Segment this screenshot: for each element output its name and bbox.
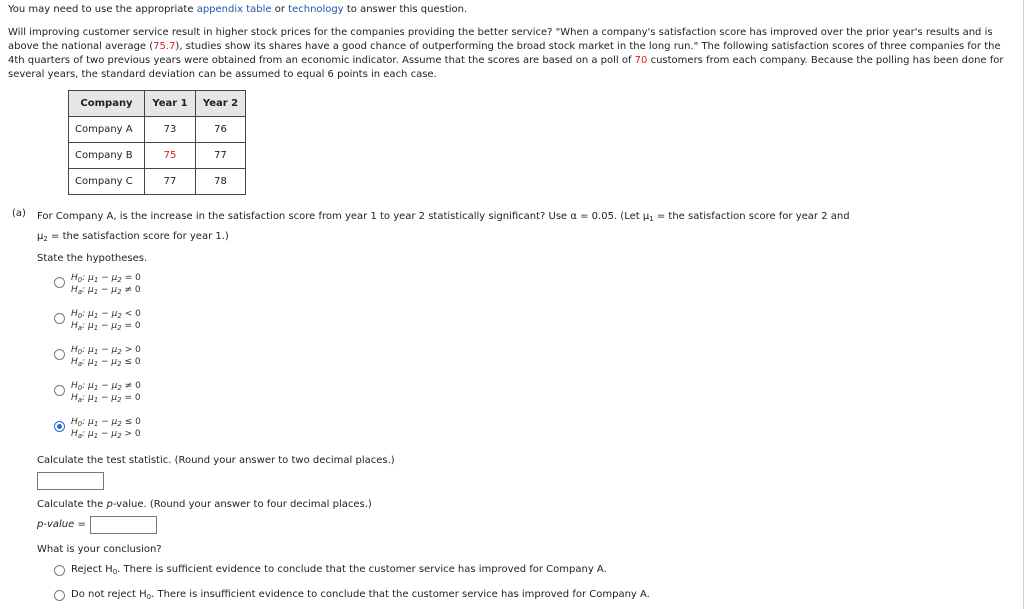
test-statistic-input[interactable] — [37, 472, 104, 490]
hypothesis-line: $H_0$: $\mu_1 - \mu_2 = 0$ — [71, 273, 141, 284]
hypothesis-radio[interactable] — [54, 349, 65, 360]
hypothesis-operator: > 0 — [124, 429, 141, 439]
year1-cell: 75 — [145, 143, 196, 169]
year1-cell: 77 — [145, 169, 196, 195]
mu2-symbol: μ — [37, 231, 44, 242]
hypothesis-operator: ≤ 0 — [124, 417, 141, 427]
problem-text-1: Will improving customer service result in higher stock prices for the companies providing the better service? "When a company's satisfaction score has improved over the prior year's results and is above the national average ( — [8, 27, 993, 52]
question-text-1: For Company A, is the increase in the satisfaction score from year 1 to year 2 statistically significant? Use α = 0.05. (Let μ — [37, 211, 650, 222]
mu2-subscript: 2 — [43, 235, 48, 243]
table-row — [69, 169, 246, 195]
intro-suffix: to answer this question. — [343, 4, 468, 15]
year2-cell: 76 — [196, 117, 246, 143]
pvalue-prompt-text-2: -value. (Round your answer to four decimal places.) — [112, 499, 372, 510]
problem-paragraph — [8, 26, 1008, 82]
hypothesis-operator: = 0 — [124, 273, 141, 283]
pvalue-prompt-text-1: Calculate the — [37, 499, 107, 510]
hypothesis-line: $H_a$: $\mu_1 - \mu_2 > 0$ — [71, 429, 141, 440]
intro-text: You may need to use the appropriate — [8, 4, 197, 15]
satisfaction-table — [68, 90, 246, 195]
conclusion-radio[interactable] — [54, 590, 65, 601]
pvalue-prompt — [37, 498, 372, 512]
problem-text-2: ), studies show its shares have a good chance of outperforming the broad stock market in the long run." The following satisfaction scores of three companies for the 4th quarters of two previous years were obtained from an economic indicator. Assume that the scores are based on a poll of — [8, 41, 1001, 66]
conclusion-option-text: Reject $H_0$. There is sufficient evidence to conclude that the customer service has improved for Company A. — [71, 564, 607, 576]
appendix-table-link[interactable]: appendix table — [196, 4, 272, 15]
year1-cell: 73 — [145, 117, 196, 143]
hypothesis-line: $H_0$: $\mu_1 - \mu_2 \le 0$ — [71, 417, 141, 428]
table-header-row — [69, 91, 246, 117]
question-text-2: = the satisfaction score for year 1.) — [47, 231, 229, 242]
conclusion-prompt: What is your conclusion? — [37, 544, 162, 555]
problem-text-3: customers from each company. Because the polling has been done for several years, the standard deviation can be assumed to equal 6 points in each case. — [8, 55, 1004, 80]
company-cell: Company A — [69, 117, 145, 143]
pvalue-input[interactable] — [90, 516, 157, 534]
hypothesis-operator: ≠ 0 — [124, 285, 141, 295]
part-a-label: (a) — [12, 208, 26, 219]
col-header-year2: Year 2 — [196, 91, 246, 117]
company-cell: Company B — [69, 143, 145, 169]
hypothesis-radio[interactable] — [54, 277, 65, 288]
technology-link[interactable]: technology — [288, 4, 344, 15]
part-a-question — [37, 208, 937, 248]
col-header-year1: Year 1 — [145, 91, 196, 117]
hypothesis-operator: ≠ 0 — [124, 381, 141, 391]
question-text-1-end: = the satisfaction score for year 2 and — [653, 211, 850, 222]
col-header-company: Company — [69, 91, 145, 117]
hypothesis-operator: < 0 — [124, 309, 141, 319]
hypothesis-radio[interactable] — [54, 313, 65, 324]
year2-cell: 78 — [196, 169, 246, 195]
hypothesis-line: $H_0$: $\mu_1 - \mu_2 \ne 0$ — [71, 381, 141, 392]
conclusion-option-text: Do not reject $H_0$. There is insufficient evidence to conclude that the customer service has improved for Company A. — [71, 589, 650, 601]
table-row — [69, 143, 246, 169]
mu1-subscript: 1 — [649, 215, 654, 223]
intro-or: or — [271, 4, 289, 15]
test-statistic-prompt: Calculate the test statistic. (Round your answer to two decimal places.) — [37, 455, 395, 466]
company-cell: Company C — [69, 169, 145, 195]
hypothesis-radio[interactable] — [54, 421, 65, 432]
hypothesis-line: $H_a$: $\mu_1 - \mu_2 = 0$ — [71, 393, 141, 404]
hypothesis-operator: ≤ 0 — [124, 357, 141, 367]
pvalue-label: p-value = — [37, 519, 86, 530]
hypothesis-operator: = 0 — [124, 393, 141, 403]
hypothesis-radio[interactable] — [54, 385, 65, 396]
hypothesis-line: $H_0$: $\mu_1 - \mu_2 < 0$ — [71, 309, 141, 320]
national-average-value: 75.7 — [153, 41, 176, 52]
hypothesis-line: $H_a$: $\mu_1 - \mu_2 \ne 0$ — [71, 285, 141, 296]
hypothesis-operator: > 0 — [124, 345, 141, 355]
intro-line — [8, 3, 467, 17]
hypothesis-line: $H_a$: $\mu_1 - \mu_2 \le 0$ — [71, 357, 141, 368]
poll-size-value: 70 — [634, 55, 648, 66]
year2-cell: 77 — [196, 143, 246, 169]
conclusion-radio[interactable] — [54, 565, 65, 576]
hypothesis-operator: = 0 — [124, 321, 141, 331]
hypothesis-line: $H_0$: $\mu_1 - \mu_2 > 0$ — [71, 345, 141, 356]
table-row — [69, 117, 246, 143]
pvalue-p-italic: p — [106, 499, 113, 510]
state-hypotheses-label: State the hypotheses. — [37, 253, 148, 264]
hypothesis-line: $H_a$: $\mu_1 - \mu_2 = 0$ — [71, 321, 141, 332]
